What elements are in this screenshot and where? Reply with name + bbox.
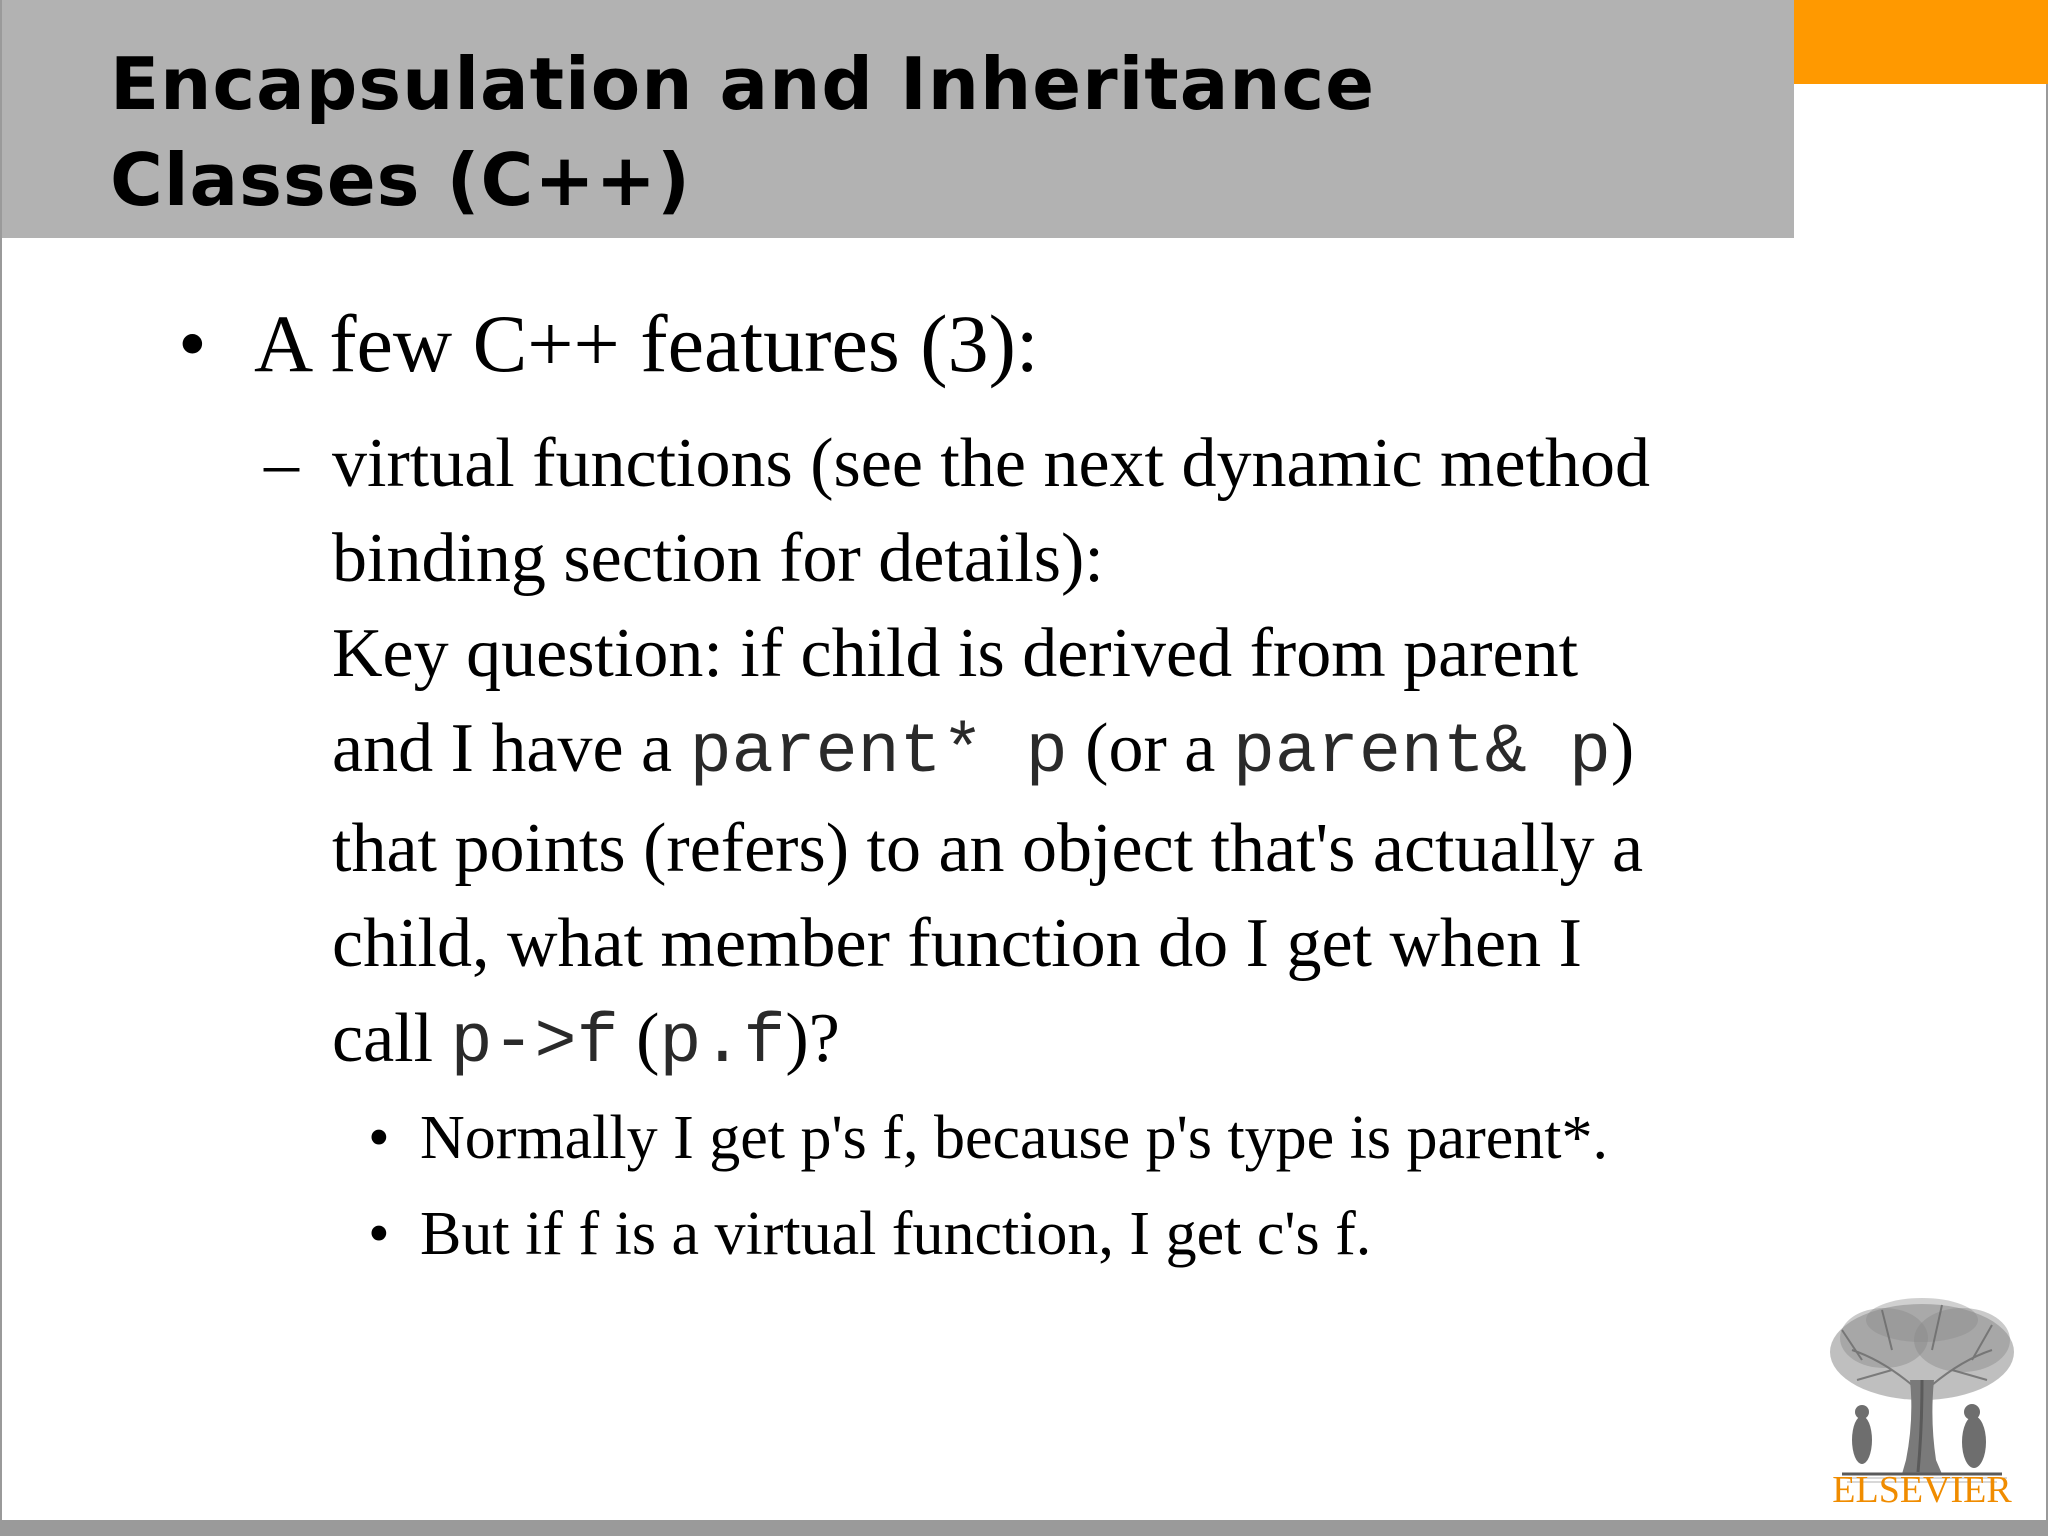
code-arrow-call: p->f — [450, 1004, 619, 1083]
text-run: ( — [618, 1000, 660, 1077]
paragraph-line-with-code — [332, 701, 1892, 801]
text-run: and I have a — [332, 710, 690, 787]
bullet-dot: • — [178, 298, 207, 389]
paragraph-line: that points (refers) to an object that's actually a — [332, 810, 1644, 887]
slide-title-line-1: Encapsulation and Inheritance — [110, 42, 1376, 126]
bullet-text: A few C++ features (3): — [254, 298, 1039, 389]
bullet-level-2-body — [332, 416, 1892, 1091]
bottom-rule — [2, 1520, 2048, 1536]
paragraph-line: Key question: if child is derived from parent — [332, 615, 1579, 692]
bullet-text: But if f is a virtual function, I get c's f. — [420, 1200, 1372, 1268]
text-run: (or a — [1067, 710, 1233, 787]
code-parent-pointer: parent* p — [689, 714, 1068, 793]
text-run: )? — [785, 1000, 840, 1077]
bullet-dash: – — [264, 425, 299, 502]
slide-title — [110, 36, 1375, 228]
text-run: call — [332, 1000, 451, 1077]
text-run: ) — [1610, 710, 1635, 787]
code-parent-reference: parent& p — [1232, 714, 1611, 793]
accent-block — [1794, 0, 2048, 84]
elsevier-wordmark: ELSEVIER — [1832, 1469, 2012, 1511]
bullet-dot: • — [368, 1200, 390, 1268]
code-dot-call: p.f — [659, 1004, 786, 1083]
paragraph-line: virtual functions (see the next dynamic method — [332, 425, 1650, 502]
paragraph-line: child, what member function do I get when I — [332, 905, 1582, 982]
bullet-dot: • — [368, 1104, 390, 1172]
bullet-text: Normally I get p's f, because p's type is parent*. — [420, 1104, 1608, 1172]
paragraph-line-with-code — [332, 991, 1892, 1091]
slide-title-line-2: Classes (C++) — [110, 138, 691, 222]
paragraph-line: binding section for details): — [332, 520, 1104, 597]
